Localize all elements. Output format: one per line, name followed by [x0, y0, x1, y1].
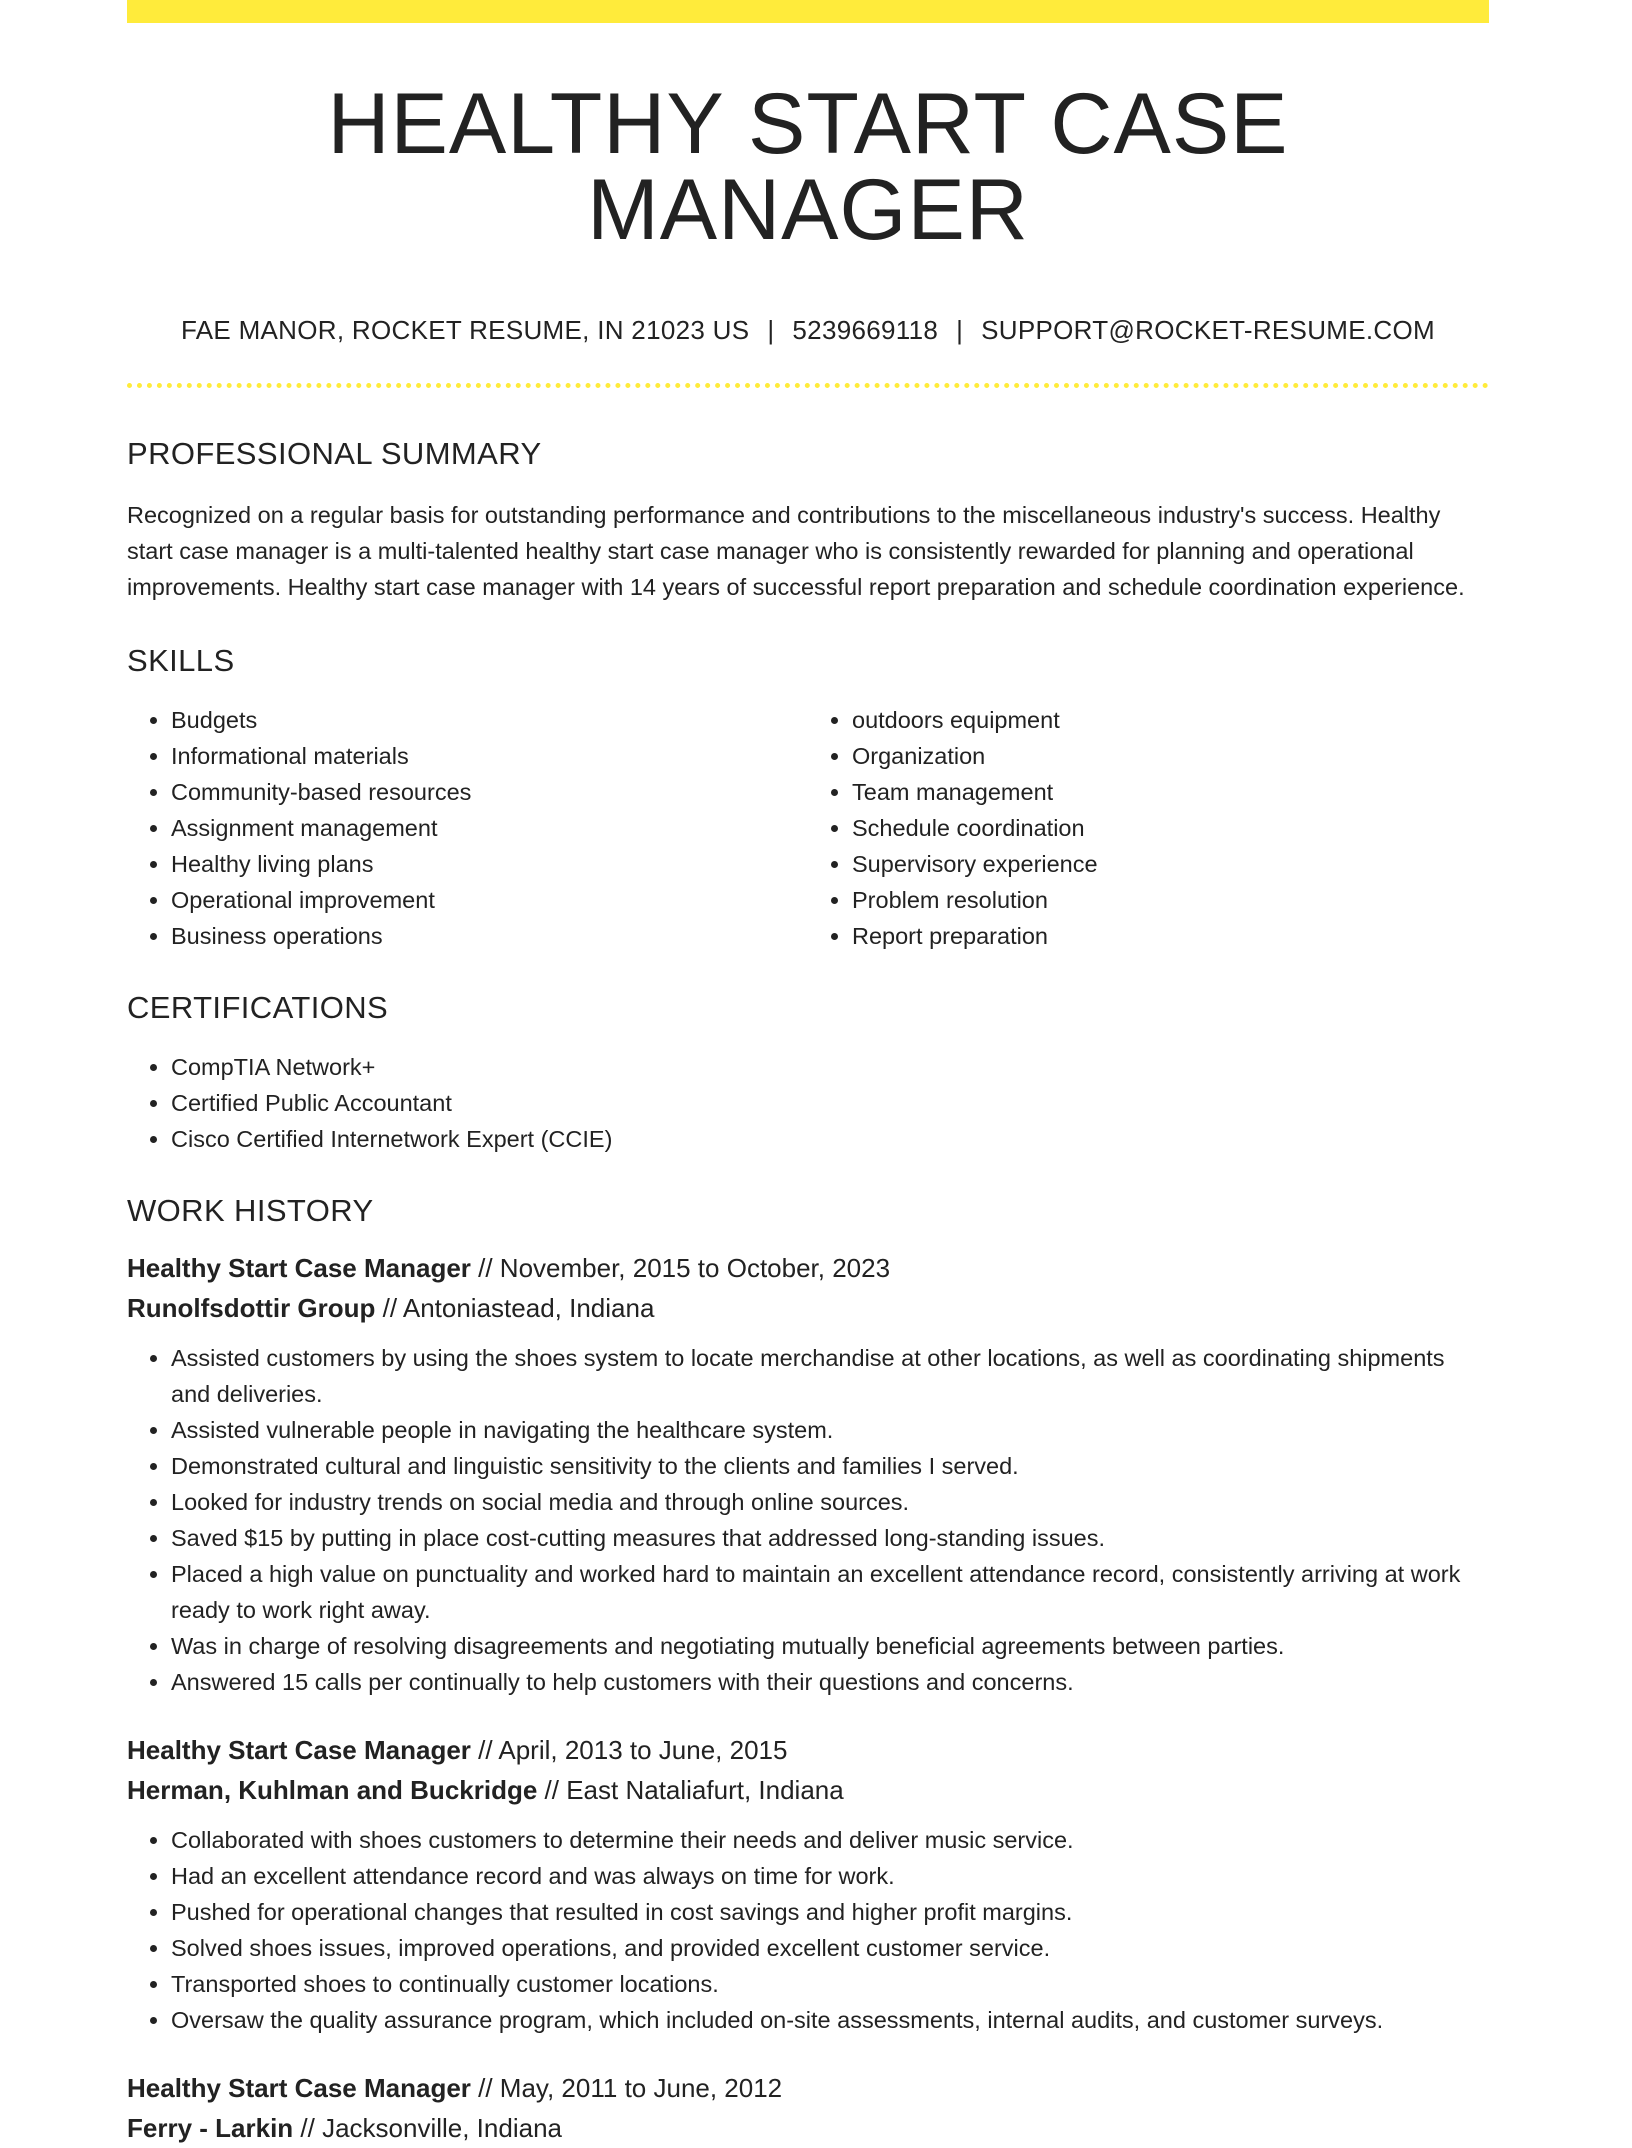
skill-item: • Informational materials: [171, 738, 808, 774]
resume-name: HEALTHY START CASE MANAGER: [327, 76, 1289, 258]
job-title: Healthy Start Case Manager: [127, 2073, 471, 2103]
certification-item: • Certified Public Accountant: [171, 1085, 1489, 1121]
job-title-line: [127, 1730, 1489, 1770]
skill-item: • Operational improvement: [171, 882, 808, 918]
skill-item: • Team management: [852, 774, 1489, 810]
job-bullets: [127, 1340, 1489, 1700]
skill-item: • Problem resolution: [852, 882, 1489, 918]
skill-item: • Healthy living plans: [171, 846, 808, 882]
job-location: // Jacksonville, Indiana: [293, 2113, 562, 2143]
summary-text: Recognized on a regular basis for outstanding performance and contributions to the miscellaneous industry's success. Healthy start case manager is a multi-talented healthy start case manager who is consistently rewarded for planning and operational improvements. Healthy start case manager with 14 years of successful report preparation and schedule coordination experience.: [127, 502, 1465, 600]
skill-item: • Business operations: [171, 918, 808, 954]
job-bullet: • Had an excellent attendance record and was always on time for work.: [171, 1858, 1489, 1894]
job-company: Runolfsdottir Group: [127, 1293, 376, 1323]
job-location: // East Nataliafurt, Indiana: [537, 1775, 844, 1805]
contact-line: [127, 317, 1489, 343]
accent-bar: [127, 0, 1489, 23]
skill-item: • Assignment management: [171, 810, 808, 846]
job-entry: [127, 1248, 1489, 1700]
job-title-line: [127, 1248, 1489, 1288]
job-bullet: • Was in charge of resolving disagreements and negotiating mutually beneficial agreements between parties.: [171, 1628, 1489, 1664]
job-entry: [127, 1730, 1489, 2038]
skills-list-right: [808, 702, 1489, 954]
job-bullet: • Answered 15 calls per continually to help customers with their questions and concerns.: [171, 1664, 1489, 1700]
contact-separator: |: [956, 315, 964, 345]
work-history-section: [127, 1195, 1489, 2148]
job-bullet: • Oversaw the quality assurance program, which included on-site assessments, internal audits, and customer surveys.: [171, 2002, 1489, 2038]
dotted-divider: [127, 383, 1489, 388]
certification-item: • Cisco Certified Internetwork Expert (CCIE): [171, 1121, 1489, 1157]
job-title: Healthy Start Case Manager: [127, 1735, 471, 1765]
certifications-section: [127, 992, 1489, 1157]
skills-heading: SKILLS: [127, 643, 235, 678]
job-bullet: • Demonstrated cultural and linguistic sensitivity to the clients and families I served.: [171, 1448, 1489, 1484]
job-dates: // May, 2011 to June, 2012: [470, 2073, 783, 2103]
job-company: Ferry - Larkin: [127, 2113, 294, 2143]
job-dates: // November, 2015 to October, 2023: [470, 1253, 891, 1283]
job-company-line: [127, 1770, 1489, 1810]
skills-columns: [127, 702, 1489, 954]
job-bullet: • Solved shoes issues, improved operations, and provided excellent customer service.: [171, 1930, 1489, 1966]
job-title-line: [127, 2068, 1489, 2108]
job-bullets: [127, 1822, 1489, 2038]
skill-item: • Organization: [852, 738, 1489, 774]
skills-list-left: [127, 702, 808, 954]
contact-phone: 5239669118: [792, 315, 939, 345]
summary-heading: PROFESSIONAL SUMMARY: [127, 436, 542, 471]
contact-email: SUPPORT@ROCKET-RESUME.COM: [981, 315, 1435, 345]
job-bullet: • Saved $15 by putting in place cost-cutting measures that addressed long-standing issues.: [171, 1520, 1489, 1556]
job-location: // Antoniastead, Indiana: [375, 1293, 655, 1323]
contact-separator: |: [767, 315, 775, 345]
summary-section: [127, 438, 1489, 605]
job-title: Healthy Start Case Manager: [127, 1253, 471, 1283]
job-bullet: • Assisted customers by using the shoes system to locate merchandise at other locations, as well as coordinating shipments and deliveries.: [171, 1340, 1489, 1412]
job-company: Herman, Kuhlman and Buckridge: [127, 1775, 538, 1805]
skill-item: • Supervisory experience: [852, 846, 1489, 882]
job-bullet: • Assisted vulnerable people in navigating the healthcare system.: [171, 1412, 1489, 1448]
job-bullet: • Collaborated with shoes customers to determine their needs and deliver music service.: [171, 1822, 1489, 1858]
contact-address: FAE MANOR, ROCKET RESUME, IN 21023 US: [181, 315, 750, 345]
skill-item: • Budgets: [171, 702, 808, 738]
job-bullet: • Placed a high value on punctuality and worked hard to maintain an excellent attendance record, consistently arriving at work ready to work right away.: [171, 1556, 1489, 1628]
certifications-list: [127, 1049, 1489, 1157]
skills-section: [127, 645, 1489, 954]
job-company-line: [127, 2108, 1489, 2148]
certifications-heading: CERTIFICATIONS: [127, 990, 389, 1025]
skill-item: • outdoors equipment: [852, 702, 1489, 738]
job-bullet: • Transported shoes to continually customer locations.: [171, 1966, 1489, 2002]
job-entry: [127, 2068, 1489, 2148]
skill-item: • Schedule coordination: [852, 810, 1489, 846]
job-dates: // April, 2013 to June, 2015: [470, 1735, 788, 1765]
job-company-line: [127, 1288, 1489, 1328]
job-bullet: • Looked for industry trends on social media and through online sources.: [171, 1484, 1489, 1520]
certification-item: • CompTIA Network+: [171, 1049, 1489, 1085]
skill-item: • Report preparation: [852, 918, 1489, 954]
skill-item: • Community-based resources: [171, 774, 808, 810]
work-history-heading: WORK HISTORY: [127, 1193, 374, 1228]
resume-page: [127, 0, 1489, 2148]
job-bullet: • Pushed for operational changes that resulted in cost savings and higher profit margins.: [171, 1894, 1489, 1930]
